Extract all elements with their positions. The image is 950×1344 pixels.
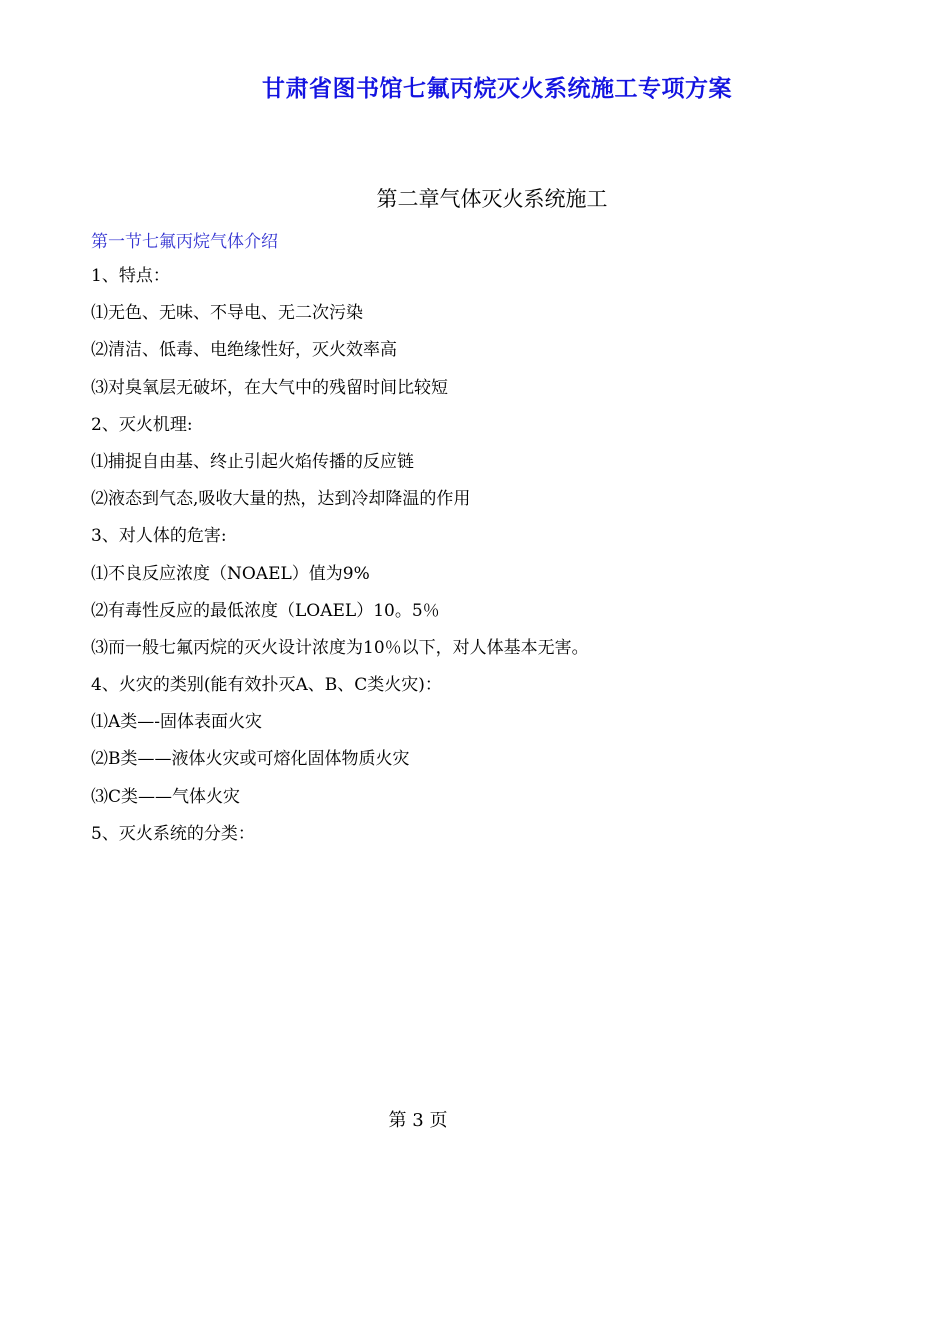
body-line: ⑴A类—-固体表面火灾	[91, 712, 263, 733]
body-line: ⑴不良反应浓度（NOAEL）值为9%	[91, 563, 370, 584]
body-line: ⑶对臭氧层无破坏，在大气中的残留时间比较短	[91, 377, 448, 398]
body-line: 2、灭火机理:	[91, 414, 193, 435]
body-line: ⑵清洁、低毒、电绝缘性好，灭火效率高	[91, 340, 397, 361]
body-line: ⑶而一般七氟丙烷的灭火设计浓度为10％以下，对人体基本无害。	[91, 637, 589, 658]
body-line: 1、特点：	[91, 266, 170, 286]
body-line: ⑵有毒性反应的最低浓度（LOAEL）10。5％	[91, 600, 440, 621]
body-line: 3、对人体的危害:	[91, 526, 227, 547]
document-title: 甘肃省图书馆七氟丙烷灭火系统施工专项方案	[262, 76, 732, 102]
body-line: ⑴无色、无味、不导电、无二次污染	[91, 303, 363, 324]
chapter-title: 第二章气体灭火系统施工	[376, 187, 608, 211]
body-line: ⑴捕捉自由基、终止引起火焰传播的反应链	[91, 451, 414, 472]
section-title: 第一节七氟丙烷气体介绍	[91, 232, 278, 252]
body-line: 4、火灾的类别(能有效扑灭A、B、C类火灾)：	[91, 675, 442, 696]
body-line: 5、灭火系统的分类：	[91, 823, 255, 844]
body-line: ⑶C类——气体火灾	[91, 786, 241, 807]
body-text	[91, 264, 589, 859]
body-line: ⑵B类——液体火灾或可熔化固体物质火灾	[91, 749, 410, 770]
page-number: 第 3 页	[388, 1110, 448, 1131]
body-line: ⑵液态到气态,吸收大量的热，达到冷却降温的作用	[91, 489, 471, 510]
